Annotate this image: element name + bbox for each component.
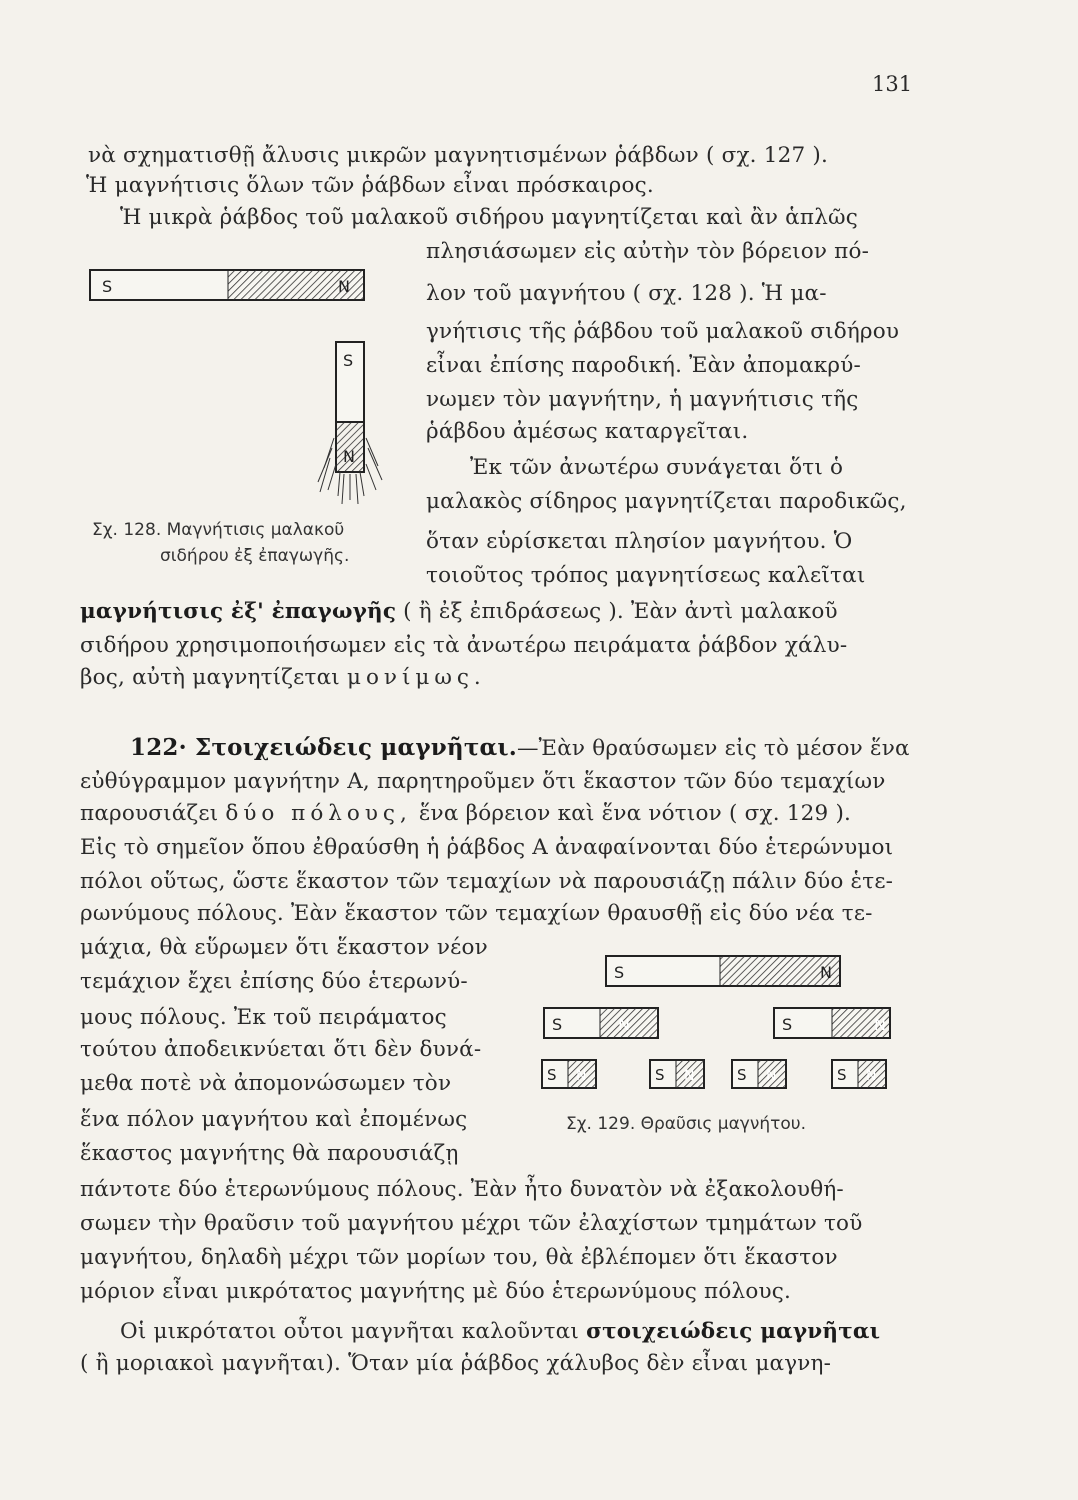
soft-iron-rod (336, 342, 364, 472)
text-line: νὰ σχηματισθῇ ἄλυσις μικρῶν μαγνητισμένων ῥάβδων ( σχ. 127 ). (88, 143, 829, 168)
text-line (80, 664, 486, 692)
text-line (80, 598, 838, 626)
quarter-magnet (832, 1060, 886, 1088)
figure-128 (88, 268, 388, 508)
pole-label-n: N (684, 1068, 695, 1084)
text-line: πάντοτε δύο ἑτερωνύμους πόλους. Ἐὰν ἦτο δυνατὸν νὰ ἐξακολουθή- (80, 1177, 844, 1202)
pole-label-s: S (343, 351, 354, 370)
text-line: σιδήρου χρησιμοποιήσωμεν εἰς τὰ ἀνωτέρω πειράματα ῥάβδον χάλυ- (80, 633, 848, 658)
bar-magnet (90, 270, 364, 300)
text-line (80, 800, 851, 828)
text-line: ὅταν εὑρίσκεται πλησίον μαγνήτου. Ὁ (426, 529, 853, 554)
text-line: εἶναι ἐπίσης παροδική. Ἐὰν ἀπομακρύ- (426, 353, 862, 378)
pole-label-s: S (102, 277, 113, 296)
pole-label-s: S (737, 1066, 747, 1084)
pole-label-s: S (782, 1015, 793, 1034)
text-line: μους πόλους. Ἐκ τοῦ πειράματος (80, 1005, 447, 1030)
text-line: ( ἢ μοριακοὶ μαγνῆται). Ὅταν μία ῥάβδος χάλυβος δὲν εἶναι μαγνη- (80, 1351, 832, 1376)
text-line: γνήτισις τῆς ῥάβδου τοῦ μαλακοῦ σιδήρου (426, 319, 900, 344)
text-line: Ἐκ τῶν ἀνωτέρω συνάγεται ὅτι ὁ (470, 455, 844, 480)
text-line: μαλακὸς σίδηρος μαγνητίζεται παροδικῶς, (426, 489, 907, 514)
text-line: νωμεν τὸν μαγνήτην, ἡ μαγνήτισις τῆς (426, 387, 859, 412)
text-line: Ἡ μικρὰ ῥάβδος τοῦ μαλακοῦ σιδήρου μαγνητίζεται καὶ ἂν ἁπλῶς (120, 205, 859, 230)
text-span: βος, αὐτὴ μαγνητίζεται (80, 665, 347, 690)
half-magnet-left (544, 1008, 658, 1038)
pole-label-s: S (552, 1015, 563, 1034)
pole-label-s: S (837, 1066, 847, 1084)
text-span: ἕνα βόρειον καὶ ἕνα νότιον ( σχ. 129 ). (411, 801, 852, 826)
text-line (120, 1318, 880, 1346)
pole-label-n: N (874, 1015, 886, 1034)
text-line: πόλοι οὕτως, ὥστε ἕκαστον τῶν τεμαχίων νὰ παρουσιάζῃ πάλιν δύο ἑτε- (80, 869, 894, 894)
pole-label-n: N (866, 1068, 877, 1084)
text-span: ( ἢ ἐξ ἐπιδράσεως ). Ἐὰν ἀντὶ μαλακοῦ (396, 599, 838, 624)
section-heading: 122· Στοιχειώδεις μαγνῆται. (130, 734, 517, 761)
text-line: ρωνύμους πόλους. Ἐὰν ἕκαστον τῶν τεμαχίων θραυσθῇ εἰς δύο νέα τε- (80, 901, 873, 926)
text-line: μεθα ποτὲ νὰ ἀπομονώσωμεν τὸν (80, 1071, 452, 1096)
pole-label-n: N (618, 1015, 630, 1034)
figure-128-caption-line1: Σχ. 128. Μαγνήτισις μαλακοῦ (92, 520, 345, 540)
spaced-word: δύο πόλους, (225, 801, 412, 826)
spaced-word: μονίμως. (346, 665, 486, 690)
pole-label-s: S (655, 1066, 665, 1084)
text-line: ἕνα πόλον μαγνήτου καὶ ἐπομένως (80, 1107, 468, 1132)
figure-129 (538, 950, 898, 1100)
text-span: παρουσιάζει (80, 801, 226, 826)
text-line: Ἡ μαγνήτισις ὅλων τῶν ῥάβδων εἶναι πρόσκαιρος. (86, 173, 654, 198)
bold-term: μαγνήτισις ἐξ' ἐπαγωγῆς (80, 599, 397, 624)
text-line: ῥάβδου ἀμέσως καταργεῖται. (426, 419, 749, 444)
text-span: Οἱ μικρότατοι οὗτοι μαγνῆται καλοῦνται (120, 1319, 587, 1344)
figure-128-caption-line2: σιδήρου ἐξ ἐπαγωγῆς. (160, 546, 350, 566)
text-line: τούτου ἀποδεικνύεται ὅτι δὲν δυνά- (80, 1037, 482, 1062)
whole-magnet (606, 956, 840, 986)
pole-label-n: N (766, 1068, 777, 1084)
bold-term: στοιχειώδεις μαγνῆται (586, 1319, 881, 1344)
pole-label-s: S (614, 963, 625, 982)
text-line: λον τοῦ μαγνήτου ( σχ. 128 ). Ἡ μα- (426, 281, 827, 306)
quarter-magnet (732, 1060, 786, 1088)
pole-label-s: S (547, 1066, 557, 1084)
pole-label-n: N (820, 963, 832, 982)
text-line: τοιοῦτος τρόπος μαγνητίσεως καλεῖται (426, 563, 866, 588)
text-line: σωμεν τὴν θραῦσιν τοῦ μαγνήτου μέχρι τῶν ἐλαχίστων τμημάτων τοῦ (80, 1211, 863, 1236)
quarter-magnet (650, 1060, 704, 1088)
figure-129-caption: Σχ. 129. Θραῦσις μαγνήτου. (566, 1114, 806, 1134)
text-line: πλησιάσωμεν εἰς αὐτὴν τὸν βόρειον πό- (426, 239, 870, 264)
half-magnet-right (774, 1008, 890, 1038)
text-line: μόριον εἶναι μικρότατος μαγνήτης μὲ δύο ἑτερωνύμους πόλους. (80, 1279, 792, 1304)
text-line: μαγνήτου, δηλαδὴ μέχρι τῶν μορίων του, θὰ ἐβλέπομεν ὅτι ἕκαστον (80, 1245, 838, 1270)
text-line: μάχια, θὰ εὕρωμεν ὅτι ἕκαστον νέον (80, 935, 488, 960)
text-line: Εἰς τὸ σημεῖον ὅπου ἐθραύσθη ἡ ῥάβδος Α ἀναφαίνονται δύο ἑτερώνυμοι (80, 835, 894, 860)
quarter-magnet (542, 1060, 596, 1088)
page-number: 131 (872, 72, 913, 96)
text-line (130, 734, 910, 763)
text-line: εὐθύγραμμον μαγνήτην Α, παρητηροῦμεν ὅτι ἕκαστον τῶν δύο τεμαχίων (80, 769, 886, 794)
text-span: —Ἐὰν θραύσωμεν εἰς τὸ μέσον ἕνα (516, 736, 910, 761)
pole-label-n: N (338, 277, 350, 296)
pole-label-n: N (343, 447, 355, 466)
text-line: τεμάχιον ἔχει ἐπίσης δύο ἑτερωνύ- (80, 969, 468, 994)
text-line: ἕκαστος μαγνήτης θὰ παρουσιάζῃ (80, 1141, 459, 1166)
pole-label-n: N (576, 1068, 587, 1084)
